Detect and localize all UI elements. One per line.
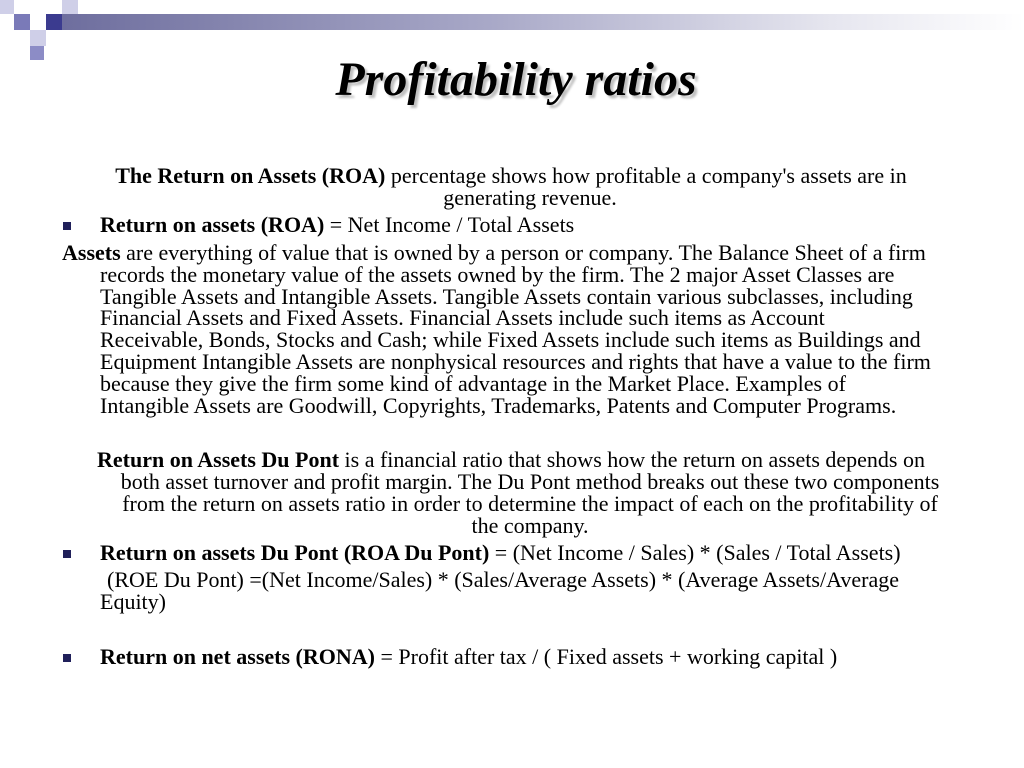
bullet-icon <box>63 654 71 662</box>
roe-dupont-paragraph <box>100 569 899 613</box>
paragraph-line: records the monetary value of the assets owned by the firm. The 2 major Asset Classes are <box>100 261 895 287</box>
roa-intro-text: percentage shows how profitable a company's assets are in <box>385 163 907 188</box>
decor-square <box>46 14 62 30</box>
paragraph-line: Tangible Assets and Intangible Assets. Tangible Assets contain various subclasses, including <box>100 283 913 309</box>
assets-text: are everything of value that is owned by a person or company. The Balance Sheet of a firm <box>120 240 926 265</box>
paragraph-line: from the return on assets ratio in order to determine the impact of each on the profitability of <box>122 491 938 516</box>
paragraph-line <box>62 242 980 264</box>
bullet-dupont-formula: = (Net Income / Sales) * (Sales / Total Assets) <box>489 540 901 565</box>
bullet-rona-formula: = Profit after tax / ( Fixed assets + working capital ) <box>374 644 838 669</box>
bullet-line <box>100 214 574 236</box>
decor-square <box>30 30 46 46</box>
bullet-roa-term: Return on assets (ROA) <box>100 212 325 237</box>
paragraph-line: the company. <box>471 513 589 538</box>
assets-term: Assets <box>62 240 121 265</box>
paragraph-line: both asset turnover and profit margin. The Du Pont method breaks out these two components <box>120 469 940 494</box>
decor-square <box>62 0 78 14</box>
bullet-rona <box>100 646 837 668</box>
paragraph-line: Financial Assets and Fixed Assets. Financial Assets include such items as Account <box>100 305 825 331</box>
assets-paragraph <box>62 240 980 418</box>
bullet-line <box>100 542 901 564</box>
bullet-roa-dupont <box>100 542 901 564</box>
paragraph-line: Receivable, Bonds, Stocks and Cash; while Fixed Assets include such items as Buildings and <box>100 327 921 353</box>
paragraph-line: (ROE Du Pont) =(Net Income/Sales) * (Sales/Average Assets) * (Average Assets/Average <box>107 567 899 592</box>
paragraph-line: Intangible Assets are Goodwill, Copyrights, Trademarks, Patents and Computer Programs. <box>100 392 897 418</box>
decor-square <box>0 0 14 14</box>
paragraph-line <box>62 165 960 187</box>
decor-gradient-bar <box>62 14 1024 30</box>
bullet-rona-term: Return on net assets (RONA) <box>100 644 375 669</box>
bullet-dupont-term: Return on assets Du Pont (ROA Du Pont) <box>100 540 490 565</box>
dupont-term: Return on Assets Du Pont <box>97 447 340 472</box>
paragraph-line: because they give the firm some kind of advantage in the Market Place. Examples of <box>100 370 846 396</box>
bullet-line <box>100 646 837 668</box>
dupont-paragraph <box>97 447 960 538</box>
roa-intro-paragraph <box>100 165 960 209</box>
paragraph-line: Equity) <box>100 589 166 614</box>
roa-intro-term: The Return on Assets (ROA) <box>115 163 386 188</box>
paragraph-line: generating revenue. <box>443 185 617 210</box>
paragraph-line: Equipment Intangible Assets are nonphysical resources and rights that have a value to the firm <box>100 348 931 374</box>
bullet-roa <box>100 214 574 236</box>
paragraph-line <box>62 449 960 471</box>
decor-square <box>14 14 30 30</box>
dupont-text: is a financial ratio that shows how the return on assets depends on <box>339 447 925 472</box>
bullet-icon <box>63 550 71 558</box>
bullet-roa-formula: = Net Income / Total Assets <box>324 212 575 237</box>
bullet-icon <box>63 222 71 230</box>
slide-title: Profitability ratios <box>335 53 697 106</box>
